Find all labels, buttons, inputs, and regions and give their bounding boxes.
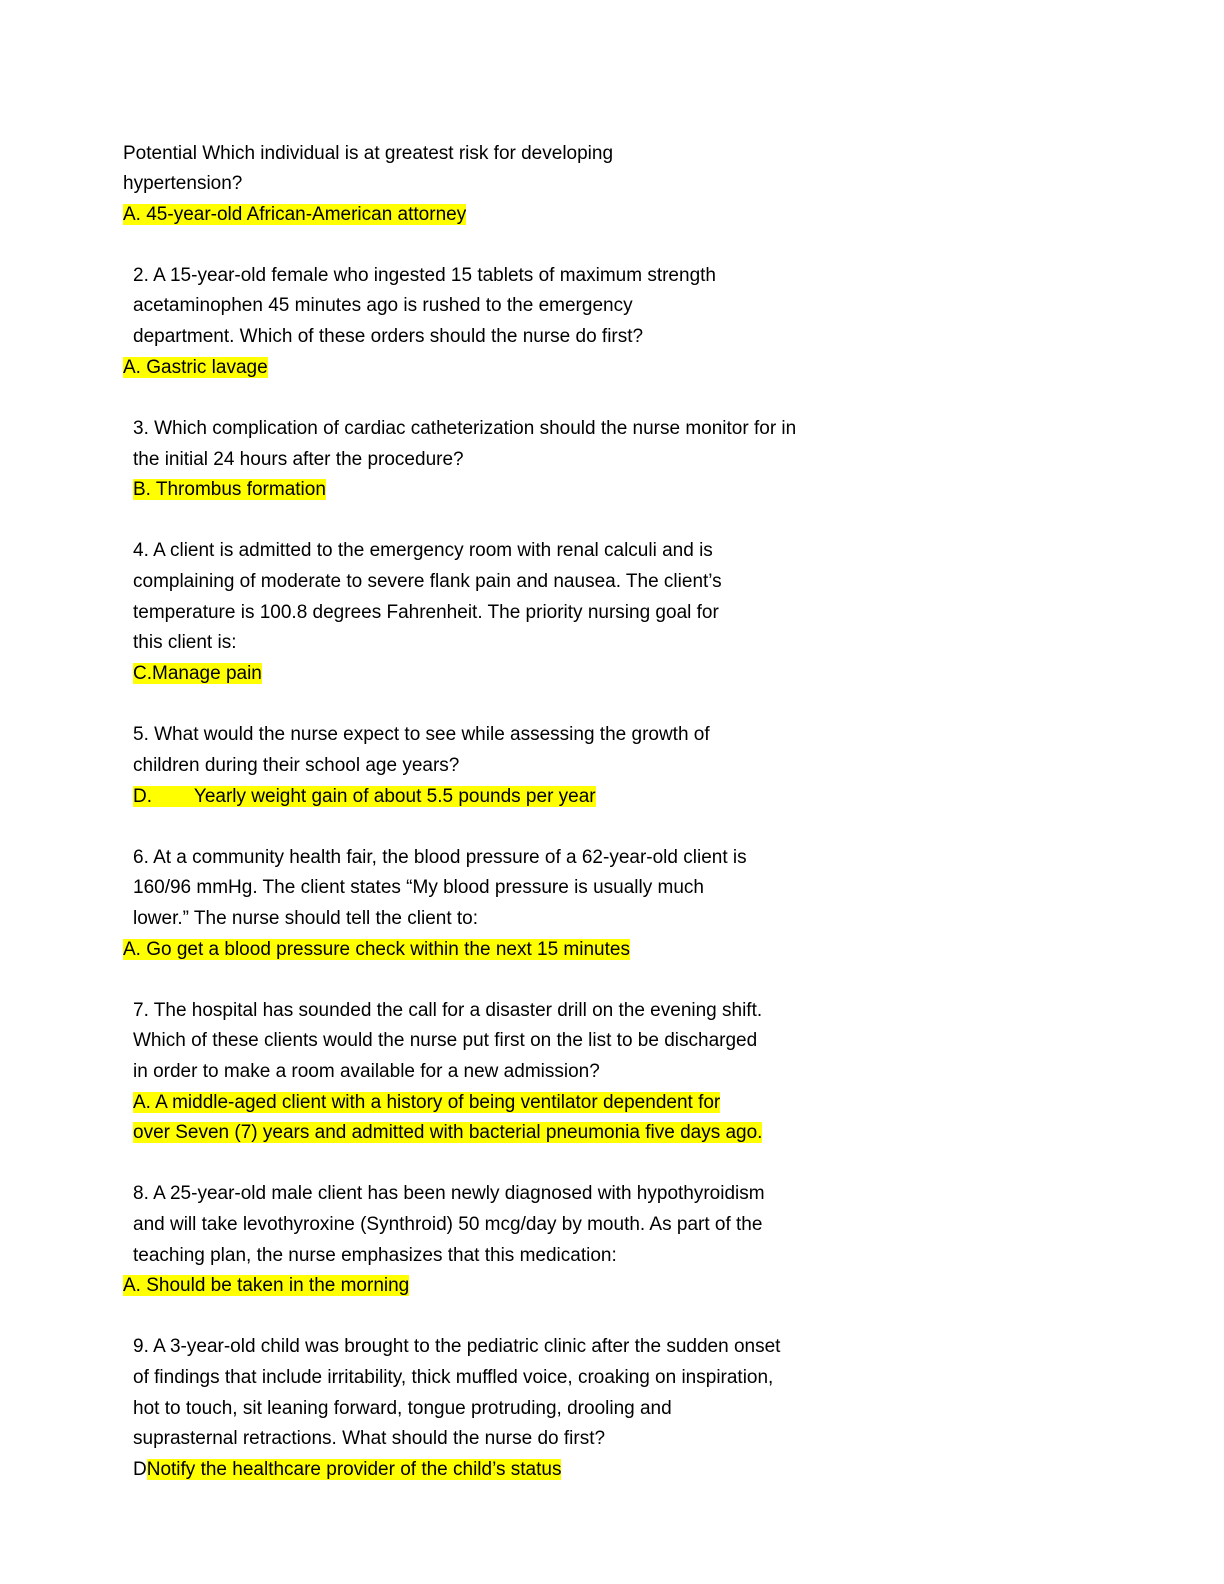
answer-9-prefix: D (133, 1459, 147, 1480)
question-5-line-1: 5. What would the nurse expect to see while assessing the growth of (133, 724, 710, 745)
answer-7-line-1 (133, 1090, 720, 1116)
answer-2-text: A. Gastric lavage (123, 357, 268, 378)
answer-4-text: C.Manage pain (133, 663, 262, 684)
question-9-line-4: suprasternal retractions. What should the nurse do first? (133, 1428, 606, 1449)
answer-8 (123, 1273, 409, 1299)
question-7-line-3: in order to make a room available for a new admission? (133, 1061, 600, 1082)
answer-8-text: A. Should be taken in the morning (123, 1275, 410, 1296)
question-9-line-2: of findings that include irritability, thick muffled voice, croaking on inspiration, (133, 1367, 774, 1388)
answer-5 (133, 784, 596, 810)
answer-2 (123, 355, 268, 381)
answer-5-text: D. Yearly weight gain of about 5.5 pounds per year (133, 786, 596, 807)
question-2-line-1: 2. A 15-year-old female who ingested 15 tablets of maximum strength (133, 265, 716, 286)
question-8-line-1: 8. A 25-year-old male client has been newly diagnosed with hypothyroidism (133, 1183, 765, 1204)
question-9-line-1: 9. A 3-year-old child was brought to the pediatric clinic after the sudden onset (133, 1336, 781, 1357)
question-5-line-2: children during their school age years? (133, 755, 460, 776)
question-7-line-2: Which of these clients would the nurse put first on the list to be discharged (133, 1030, 758, 1051)
question-8-line-2: and will take levothyroxine (Synthroid) 50 mcg/day by mouth. As part of the (133, 1214, 763, 1235)
answer-6 (123, 937, 630, 963)
answer-9-text: Notify the healthcare provider of the child’s status (146, 1459, 562, 1480)
answer-1 (123, 202, 466, 228)
answer-3 (133, 477, 326, 503)
question-3-line-2: the initial 24 hours after the procedure? (133, 449, 464, 470)
question-4-line-4: this client is: (133, 632, 237, 653)
question-6-line-1: 6. At a community health fair, the blood pressure of a 62-year-old client is (133, 847, 747, 868)
question-9-line-3: hot to touch, sit leaning forward, tongue protruding, drooling and (133, 1398, 672, 1419)
question-1-line-2: hypertension? (123, 173, 243, 194)
question-4-line-1: 4. A client is admitted to the emergency room with renal calculi and is (133, 540, 713, 561)
answer-9 (133, 1457, 561, 1483)
answer-3-text: B. Thrombus formation (133, 479, 326, 500)
question-1-line-1: Potential Which individual is at greatest risk for developing (123, 143, 614, 164)
question-6-line-3: lower.” The nurse should tell the client to: (133, 908, 479, 929)
question-2-line-3: department. Which of these orders should the nurse do first? (133, 326, 644, 347)
question-8-line-3: teaching plan, the nurse emphasizes that this medication: (133, 1245, 617, 1266)
question-6-line-2: 160/96 mmHg. The client states “My blood pressure is usually much (133, 877, 704, 898)
question-7-line-1: 7. The hospital has sounded the call for a disaster drill on the evening shift. (133, 1000, 763, 1021)
answer-7-text-2: over Seven (7) years and admitted with bacterial pneumonia five days ago. (133, 1122, 763, 1143)
question-3-line-1: 3. Which complication of cardiac catheterization should the nurse monitor for in (133, 418, 797, 439)
answer-6-text: A. Go get a blood pressure check within the next 15 minutes (123, 939, 630, 960)
question-4-line-2: complaining of moderate to severe flank pain and nausea. The client’s (133, 571, 722, 592)
answer-1-text: A. 45-year-old African-American attorney (123, 204, 467, 225)
answer-7-line-2 (133, 1120, 762, 1146)
answer-7-text-1: A. A middle-aged client with a history of being ventilator dependent for (133, 1092, 721, 1113)
answer-4 (133, 661, 262, 687)
question-2-line-2: acetaminophen 45 minutes ago is rushed to the emergency (133, 295, 633, 316)
question-4-line-3: temperature is 100.8 degrees Fahrenheit. The priority nursing goal for (133, 602, 719, 623)
